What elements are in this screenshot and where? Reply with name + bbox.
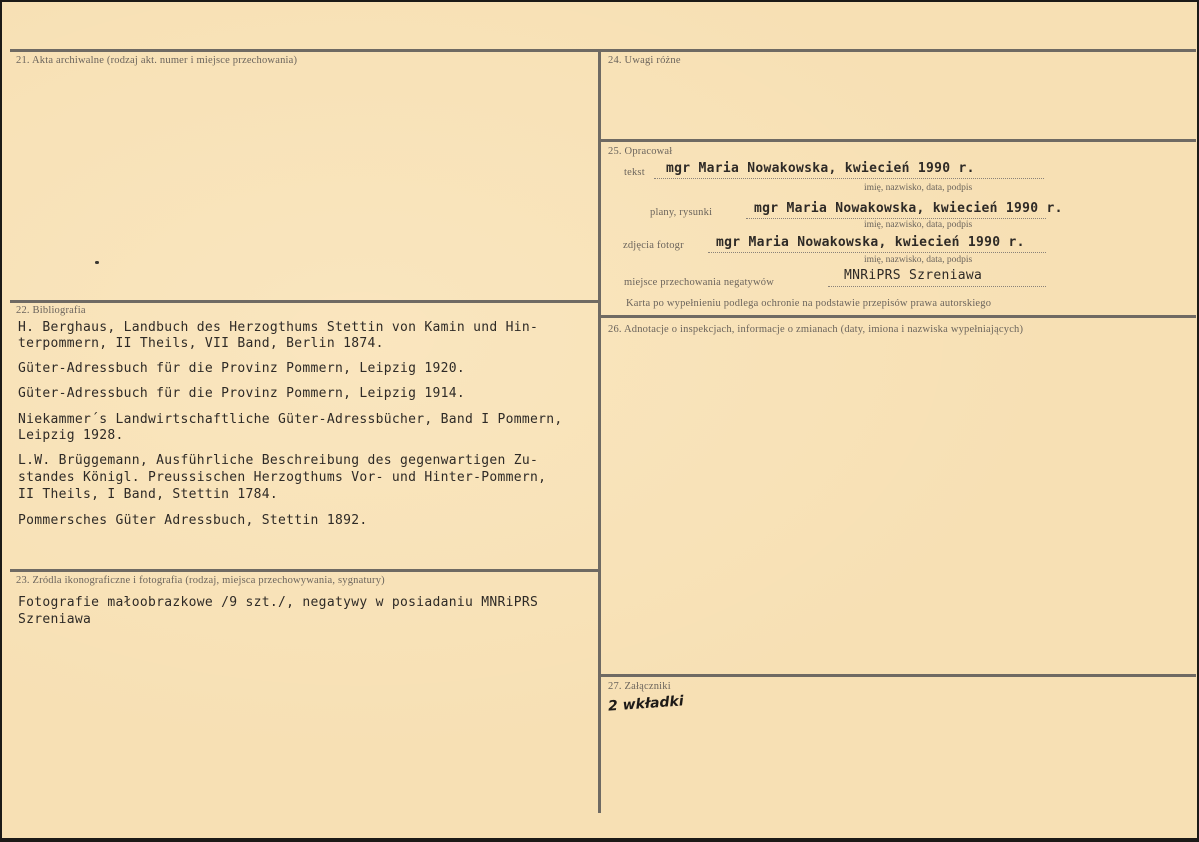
text-caption: imię, nazwisko, data, podpis — [864, 183, 973, 193]
bibliography-line: Leipzig 1928. — [18, 428, 124, 443]
text-dotted-line — [654, 178, 1044, 179]
divider-21-22 — [10, 300, 600, 303]
photos-dotted-line — [708, 252, 1046, 253]
text-author-value: mgr Maria Nowakowska, kwiecień 1990 r. — [666, 161, 975, 176]
top-border-line — [10, 49, 1196, 52]
bibliography-line: H. Berghaus, Landbuch des Herzogthums Stettin von Kamin und Hin- — [18, 320, 539, 335]
section-22-label: 22. Bibliografia — [16, 305, 86, 316]
negatives-label: miejsce przechowania negatywów — [624, 277, 775, 288]
attachments-handwritten: 2 wkładki — [607, 693, 685, 715]
photos-prefix: zdjęcia fotogr — [623, 240, 684, 251]
section-26-label: 26. Adnotacje o inspekcjach, informacje o zmianach (daty, imiona i nazwiska wypełniających) — [608, 324, 1024, 335]
section-24-label: 24. Uwagi różne — [608, 55, 681, 66]
bibliography-line: standes Königl. Preussischen Herzogthums Vor- und Hinter-Pommern, — [18, 470, 547, 485]
negatives-dotted-line — [828, 286, 1046, 287]
bibliography-line: Güter-Adressbuch für die Provinz Pommern, Leipzig 1914. — [18, 386, 465, 401]
plans-dotted-line — [746, 218, 1046, 219]
divider-26-27 — [600, 674, 1196, 677]
bibliography-line: Niekammer´s Landwirtschaftliche Güter-Adressbücher, Band I Pommern, — [18, 412, 563, 427]
plans-author-value: mgr Maria Nowakowska, kwiecień 1990 r. — [754, 201, 1063, 216]
copyright-note: Karta po wypełnieniu podlega ochronie na podstawie przepisów prawa autorskiego — [626, 298, 992, 309]
iconography-line: Szreniawa — [18, 612, 92, 627]
bibliography-line: L.W. Brüggemann, Ausführliche Beschreibung des gegenwartigen Zu- — [18, 453, 539, 468]
divider-22-23 — [10, 569, 600, 572]
plans-prefix: plany, rysunki — [650, 207, 713, 218]
bibliography-line: II Theils, I Band, Stettin 1784. — [18, 487, 279, 502]
bibliography-line: Pommersches Güter Adressbuch, Stettin 1892. — [18, 513, 368, 528]
negatives-value: MNRiPRS Szreniawa — [844, 268, 983, 283]
bibliography-line: terpommern, II Theils, VII Band, Berlin 1874. — [18, 336, 384, 351]
section-25-label: 25. Opracował — [608, 146, 673, 157]
bibliography-line: Güter-Adressbuch für die Provinz Pommern, Leipzig 1920. — [18, 361, 465, 376]
iconography-line: Fotografie małoobrazkowe /9 szt./, negatywy w posiadaniu MNRiPRS — [18, 595, 539, 610]
section-23-label: 23. Zródla ikonograficzne i fotografia (rodzaj, miejsca przechowywania, sygnatury) — [16, 575, 385, 586]
photos-caption: imię, nazwisko, data, podpis — [864, 255, 973, 265]
plans-caption: imię, nazwisko, data, podpis — [864, 220, 973, 230]
ink-speck — [95, 261, 99, 264]
section-27-label: 27. Załączniki — [608, 681, 671, 692]
divider-25-26 — [600, 315, 1196, 318]
section-21-label: 21. Akta archiwalne (rodzaj akt. numer i miejsce przechowania) — [16, 55, 298, 66]
photos-author-value: mgr Maria Nowakowska, kwiecień 1990 r. — [716, 235, 1025, 250]
text-prefix: tekst — [624, 167, 645, 178]
column-divider — [598, 49, 601, 813]
divider-24-25 — [600, 139, 1196, 142]
record-card — [2, 2, 1197, 838]
